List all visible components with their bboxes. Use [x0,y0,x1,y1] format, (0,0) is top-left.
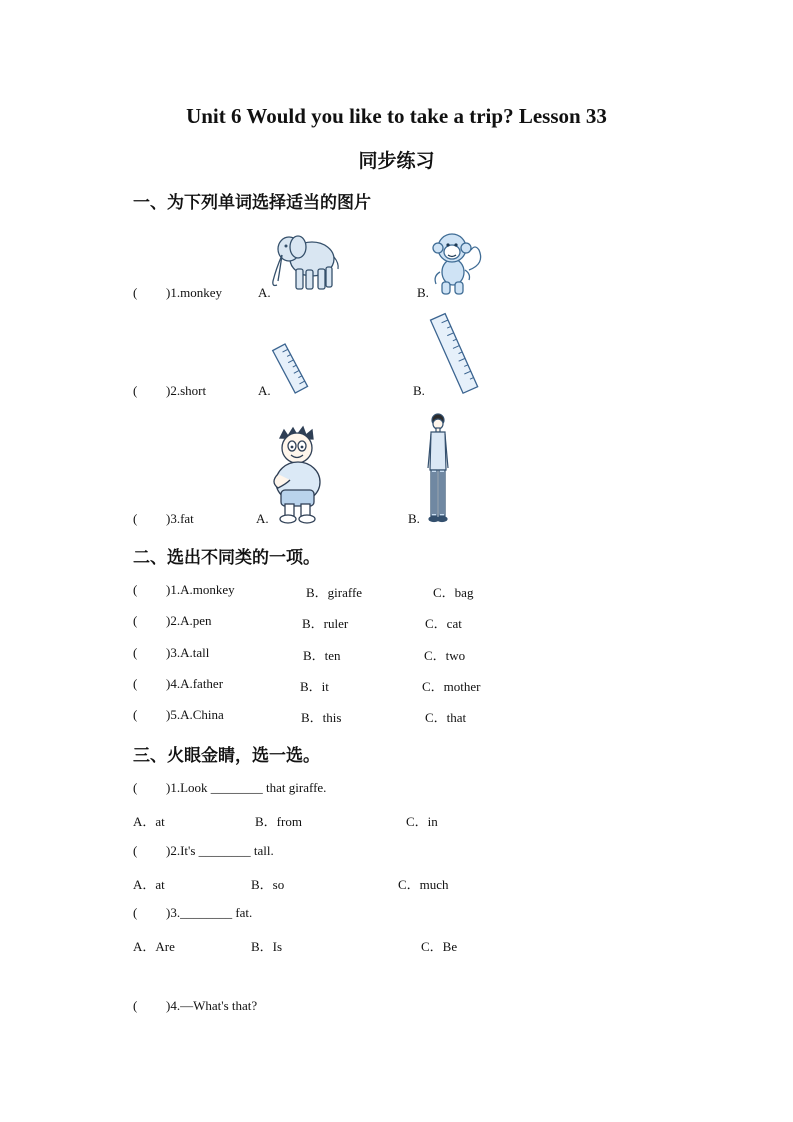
monkey-picture [425,226,487,298]
question-number: )4.A.father [166,676,224,691]
option-c: C．in [406,814,438,829]
option-b: B．Is [251,939,283,954]
option-c: C．much [398,877,449,892]
fat-boy-picture [266,424,330,526]
option-a-label: A. [258,383,271,398]
answer-bracket: ( [133,676,138,691]
option-a: A．at [133,814,165,829]
question-number: )3.fat [166,511,194,526]
question-number: )2.short [166,383,207,398]
option-c: C．mother [422,679,481,694]
question-text: )1.Look ________ that giraffe. [166,780,327,795]
option-b: B．it [300,679,329,694]
option-b: B．ruler [302,616,349,631]
option-b: B．giraffe [306,585,363,600]
option-b: B．from [255,814,302,829]
option-c: C．two [424,648,466,663]
option-b: B．this [301,710,342,725]
question-number: )3.A.tall [166,645,210,660]
thin-man-picture [424,412,454,524]
long-ruler-picture [425,310,485,396]
answer-bracket: ( [133,843,138,858]
option-c: C．Be [421,939,458,954]
answer-bracket: ( [133,613,138,628]
section2-heading: 二、选出不同类的一项。 [133,548,320,568]
answer-bracket: ( [133,511,138,526]
option-a: A．at [133,877,165,892]
option-a-label: A. [258,285,271,300]
question-number: )1.monkey [166,285,222,300]
option-b-label: B. [417,285,429,300]
option-b-label: B. [413,383,425,398]
question-number: )5.A.China [166,707,224,722]
question-text: )2.It's ________ tall. [166,843,274,858]
answer-bracket: ( [133,905,138,920]
page-subtitle: 同步练习 [358,150,435,172]
option-c: C．cat [425,616,462,631]
page-title: Unit 6 Would you like to take a trip? Lesson 33 [186,104,607,128]
question-text: )4.—What's that? [166,998,258,1013]
option-c: C．bag [433,585,474,600]
section1-heading: 一、为下列单词选择适当的图片 [133,193,371,213]
answer-bracket: ( [133,707,138,722]
answer-bracket: ( [133,383,138,398]
elephant-picture [268,225,342,295]
question-number: )2.A.pen [166,613,212,628]
option-b: B．so [251,877,285,892]
question-text: )3.________ fat. [166,905,253,920]
answer-bracket: ( [133,998,138,1013]
section3-heading: 三、火眼金睛，选一选。 [133,746,320,766]
option-c: C．that [425,710,467,725]
answer-bracket: ( [133,582,138,597]
question-number: )1.A.monkey [166,582,235,597]
short-ruler-picture [270,340,312,396]
option-b-label: B. [408,511,420,526]
answer-bracket: ( [133,285,138,300]
answer-bracket: ( [133,645,138,660]
answer-bracket: ( [133,780,138,795]
option-b: B．ten [303,648,341,663]
option-a: A．Are [133,939,175,954]
option-a-label: A. [256,511,269,526]
